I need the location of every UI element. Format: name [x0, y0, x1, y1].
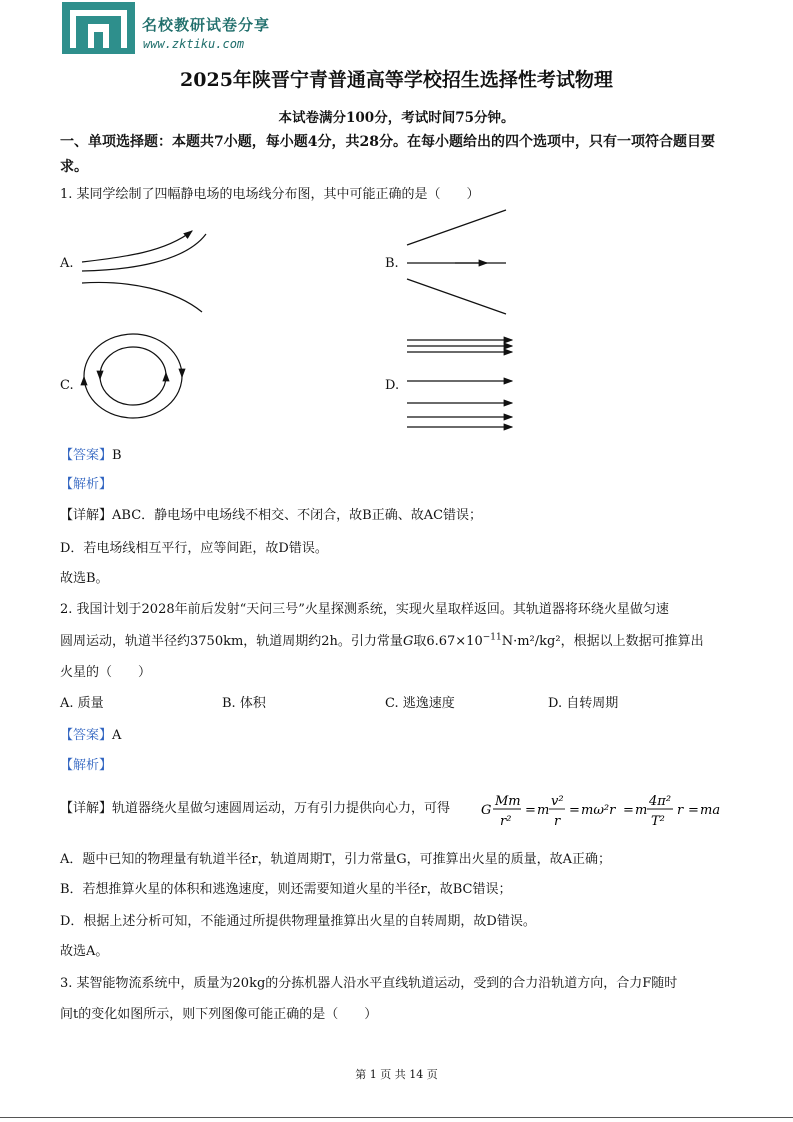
logo-name: 名校教研试卷分享 [142, 16, 271, 34]
stem-text: 取6.67× [413, 634, 467, 649]
formula-eq4: = [688, 803, 699, 818]
stem-text: 圆周运动，轨道半径约3750km，轨道周期约2h。引力常量 [60, 634, 403, 649]
q2-option-d: D. 自转周期 [548, 696, 619, 711]
answer-value: B [112, 448, 122, 463]
formula-g: G [481, 803, 492, 818]
q2-option-a: A. 质量 [60, 696, 104, 711]
q2-conclusion: 故选A。 [60, 944, 109, 959]
q1-answer [60, 444, 122, 463]
page-title: 2025年陕晋宁青普通高等学校招生选择性考试物理 [180, 69, 613, 91]
q2-option-c: C. 逃逸速度 [385, 696, 455, 711]
q2-option-b: B. 体积 [222, 696, 266, 711]
page-subtitle: 本试卷满分100分，考试时间75分钟。 [278, 110, 515, 126]
detail-tag: 【详解】 [60, 508, 113, 523]
section-heading: 一、单项选择题：本题共7小题，每小题4分，共28分。在每小题给出的四个选项中，只有一项符合题目要求。 [60, 134, 715, 175]
formula-m2: m [635, 803, 648, 818]
q2-line-d: D．根据上述分析可知，不能通过所提供物理量推算出火星的自转周期，故D错误。 [60, 914, 536, 929]
q1-label-c: C. [60, 378, 74, 393]
q1-label-b: B. [385, 256, 399, 271]
answer-tag: 【答案】 [60, 448, 113, 463]
formula-r: r [554, 814, 561, 828]
detail-tag: 【详解】 [60, 801, 113, 816]
formula-momega: mω²r [581, 803, 616, 818]
stem-text: ，根据以上数据可推算出 [560, 634, 704, 649]
bottom-divider [0, 1117, 793, 1118]
q1-figure-d [405, 335, 515, 435]
q2-detail-intro [60, 797, 450, 816]
q2-line-a: A．题中已知的物理量有轨道半径r，轨道周期T，引力常量G，可推算出火星的质量，故A正确； [60, 852, 612, 867]
q2-analysis-tag: 【解析】 [60, 758, 113, 773]
q2-line-b: B．若想推算火星的体积和逃逸速度，则还需要知道火星的半径r，故BC错误； [60, 882, 512, 897]
q2-stem-line2 [60, 630, 704, 649]
formula-eq1: = [525, 803, 536, 818]
logo-mark [62, 2, 135, 54]
formula-r-tail: r [677, 803, 684, 818]
formula-4pi2: 4π² [649, 794, 672, 809]
unit: N·m²/kg² [501, 634, 561, 649]
q1-figure-c [80, 332, 190, 422]
answer-tag: 【答案】 [60, 728, 113, 743]
q2-answer [60, 724, 121, 743]
formula-r2: r² [500, 814, 512, 828]
power-base: 10 [466, 634, 483, 649]
formula-v2: v² [551, 794, 564, 809]
formula-eq3: = [623, 803, 634, 818]
formula-mm: Mm [495, 794, 521, 809]
q1-detail1 [60, 504, 482, 523]
answer-value: A [112, 728, 122, 743]
page-footer: 第 1 页 共 14 页 [355, 1068, 438, 1081]
q1-stem: 1. 某同学绘制了四幅静电场的电场线分布图，其中可能正确的是（ ） [60, 187, 480, 202]
q3-stem-line2: 间t的变化如图所示，则下列图像可能正确的是（ ） [60, 1007, 378, 1022]
formula-eq2: = [569, 803, 580, 818]
symbol-g: G [402, 634, 414, 649]
logo-icon [62, 2, 135, 54]
q1-label-d: D. [385, 378, 400, 393]
gravity-formula [481, 792, 731, 828]
q1-figure-b [405, 207, 510, 317]
q1-label-a: A. [60, 256, 74, 271]
q1-figure-a [80, 222, 210, 317]
q3-stem-line1: 3. 某智能物流系统中，质量为20kg的分拣机器人沿水平直线轨道运动，受到的合力沿轨道方向，合力F随时 [60, 976, 678, 991]
logo-url: www.zktiku.com [143, 37, 245, 51]
detail-text: 轨道器绕火星做匀速圆周运动，万有引力提供向心力，可得 [112, 801, 451, 816]
formula-m1: m [537, 803, 550, 818]
formula-t2: T² [651, 814, 665, 828]
power-exp: −11 [482, 632, 502, 643]
detail-text: ABC．静电场中电场线不相交、不闭合，故B正确、故AC错误； [112, 508, 483, 523]
q1-conclusion: 故选B。 [60, 571, 109, 586]
q2-stem-line1: 2. 我国计划于2028年前后发射“天问三号”火星探测系统，实现火星取样返回。其轨道器将环绕火星做匀速 [60, 602, 669, 617]
formula-ma: ma [700, 803, 721, 818]
q1-analysis-tag: 【解析】 [60, 477, 113, 492]
q1-detail2: D．若电场线相互平行，应等间距，故D错误。 [60, 541, 328, 556]
q2-stem-line3: 火星的（ ） [60, 665, 152, 680]
